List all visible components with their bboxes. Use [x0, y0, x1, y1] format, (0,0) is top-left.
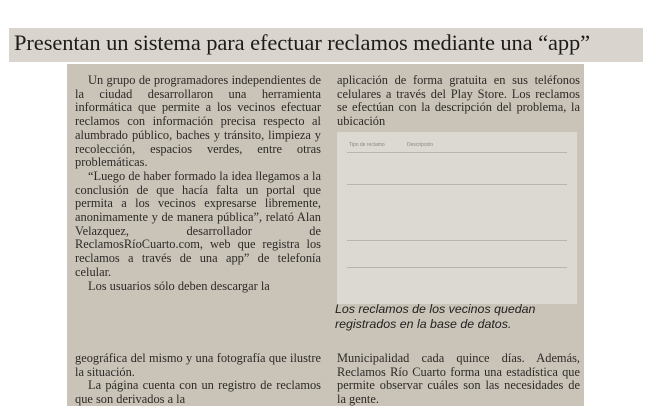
paragraph-app: aplicación de forma gratuita en sus teléfonos celulares a través del Play Store. Los reclamos se efectúan con la descripción del problema, la ubicación	[337, 73, 580, 129]
paragraph-users: Los usuarios sólo deben descargar la	[88, 278, 270, 293]
article-bottom-right-column	[337, 352, 580, 406]
paragraph-intro: Un grupo de programadores independientes de la ciudad desarrollaron una herramienta informática que permite a los vecinos efectuar reclamos con información precisa respecto al alumbrado público, baches y tránsito, limpieza y recolección, espacios verdes, entre otras problemáticas.	[75, 73, 321, 170]
app-screenshot-photo	[337, 132, 577, 304]
headline: Presentan un sistema para efectuar reclamos mediante una “app”	[14, 30, 591, 55]
newspaper-clipping	[67, 64, 584, 406]
photo-caption: Los reclamos de los vecinos quedan registrados en la base de datos.	[335, 302, 536, 331]
paragraph-quote: “Luego de haber formado la idea llegamos a la conclusión de que hacía falta un portal que permita a los vecinos expresarse libremente, anonimamente y de manera pública”, relató Alan Velazquez, desarrollador de ReclamosRíoCuarto.com, web que registra los reclamos a través de una app” de telefonía celular.	[75, 168, 321, 279]
photo-rule	[347, 152, 567, 153]
photo-header-type: Tipo de reclamo	[349, 142, 385, 148]
photo-rule	[347, 267, 567, 268]
article-right-column-top	[337, 74, 580, 129]
paragraph-statistics: Municipalidad cada quince días. Además, Reclamos Río Cuarto forma una estadística que permite observar cuáles son las necesidades de la gente.	[337, 351, 580, 406]
paragraph-location: geográfica del mismo y una fotografía que ilustre la situación.	[75, 351, 321, 379]
article-left-column	[75, 74, 321, 293]
photo-header-description: Descripción	[407, 142, 434, 148]
photo-rule	[347, 184, 567, 185]
photo-rule	[347, 240, 567, 241]
paragraph-registry: La página cuenta con un registro de reclamos que son derivados a la	[75, 378, 321, 406]
article-bottom-left-column	[75, 352, 321, 406]
